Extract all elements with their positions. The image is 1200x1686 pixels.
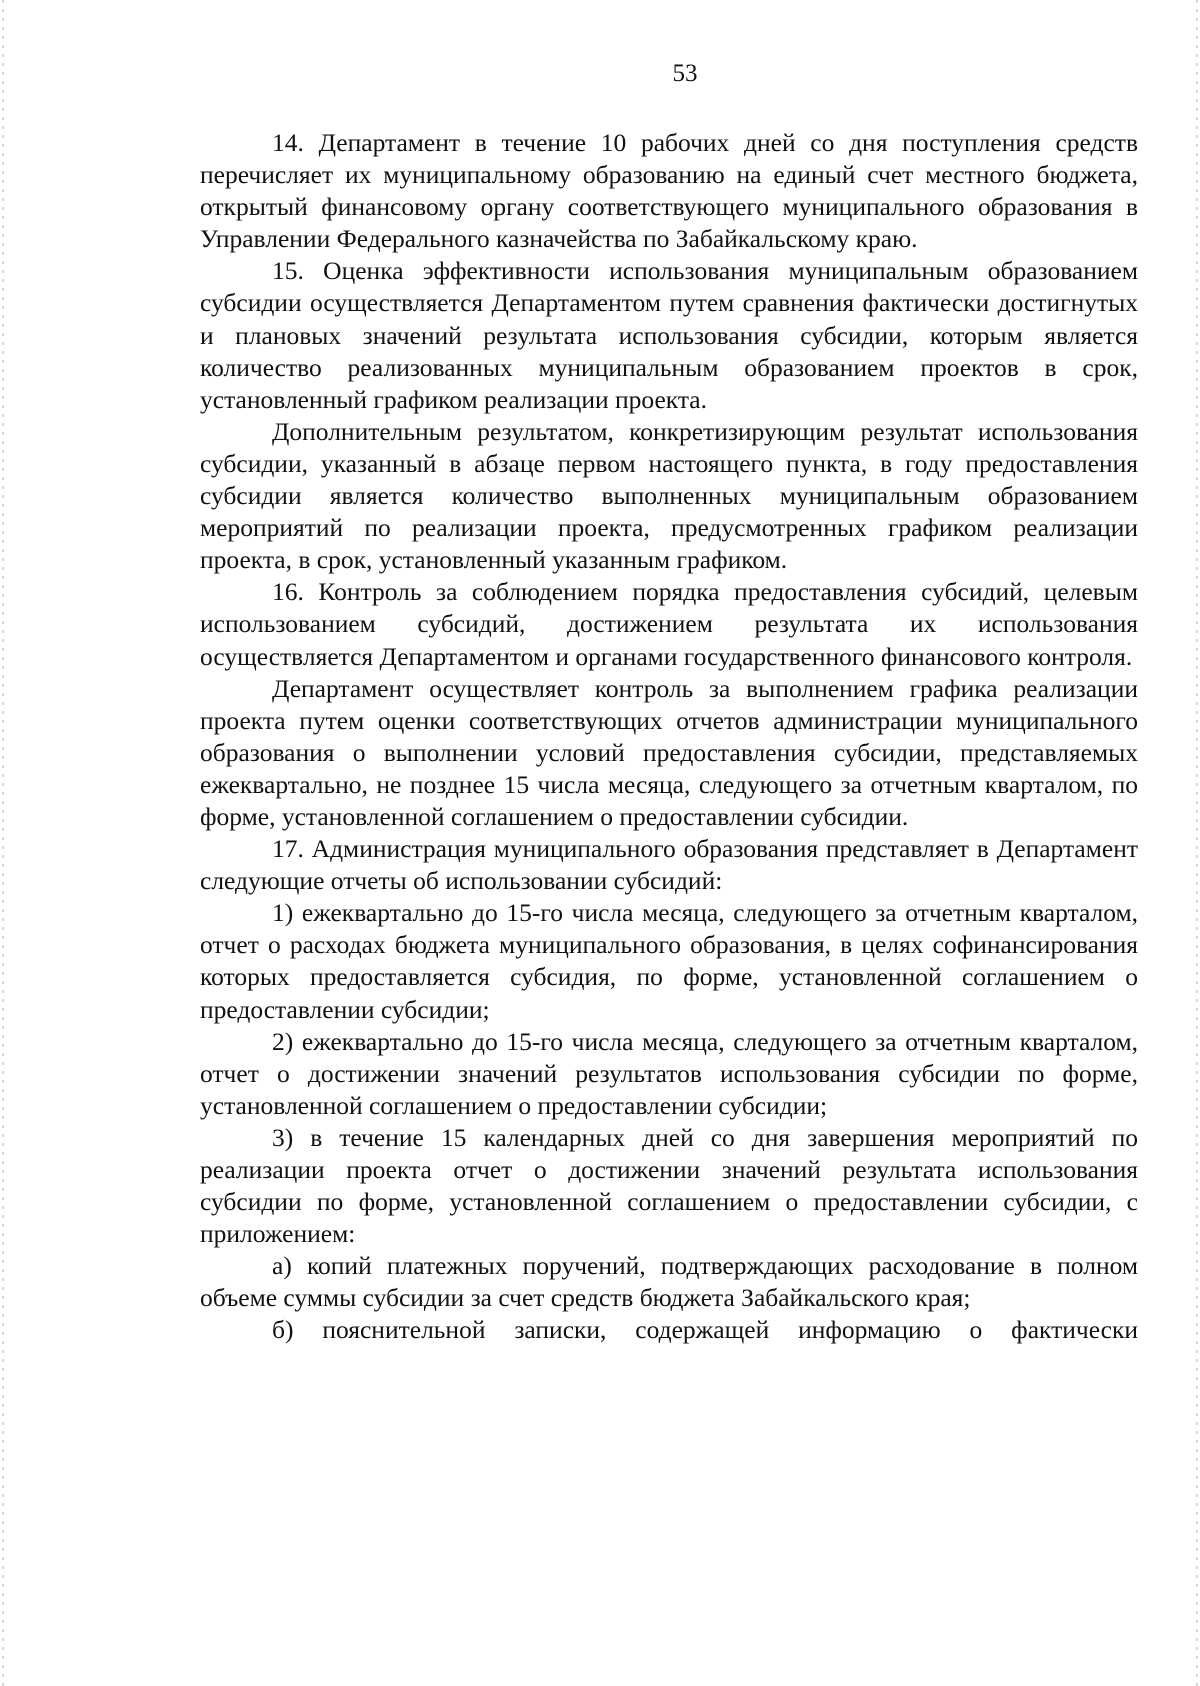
list-item-1: 1) ежеквартально до 15-го числа месяца, следующего за отчетным кварталом, отчет о расходах бюджета муниципального образования, в целях софинансирования которых предоставляется субсидия, по форме, установленной соглашением о предоставлении субсидии; xyxy=(200,898,1138,1024)
list-item-2: 2) ежеквартально до 15-го числа месяца, следующего за отчетным кварталом, отчет о достижении значений результатов использования субсидии по форме, установленной соглашением о предоставлении субсидии; xyxy=(200,1026,1138,1120)
page-number: 53 xyxy=(672,60,698,87)
scan-edge-right xyxy=(1196,0,1198,1686)
paragraph-15-additional: Дополнительным результатом, конкретизирующим результат использования субсидии, указанный в абзаце первом настоящего пункта, в году предоставления субсидии является количество выполненных муниципальным образованием мероприятий по реализации проекта, предусмотренных графиком реализации проекта, в срок, установленный указанным графиком. xyxy=(200,416,1138,575)
scan-edge-left xyxy=(2,0,4,1686)
paragraph-14: 14. Департамент в течение 10 рабочих дней со дня поступления средств перечисляет их муниципальному образованию на единый счет местного бюджета, открытый финансовому органу соответствующего муниципального образования в Управлении Федерального казначейства по Забайкальскому краю. xyxy=(200,128,1138,254)
list-item-3: 3) в течение 15 календарных дней со дня завершения мероприятий по реализации проекта отчет о достижении значений результата использования субсидии по форме, установленной соглашением о предоставлении субсидии, с приложением: xyxy=(200,1122,1138,1249)
sub-item-a: а) копий платежных поручений, подтверждающих расходование в полном объеме суммы субсидии за счет средств бюджета Забайкальского края; xyxy=(200,1251,1138,1313)
document-body xyxy=(200,127,1138,1347)
paragraph-17: 17. Администрация муниципального образования представляет в Департамент следующие отчеты об использовании субсидий: xyxy=(200,834,1138,896)
sub-item-b: б) пояснительной записки, содержащей информацию о фактически xyxy=(272,1315,1138,1345)
paragraph-16-control: Департамент осуществляет контроль за выполнением графика реализации проекта путем оценки соответствующих отчетов администрации муниципального образования о выполнении условий предоставления субсидии, представляемых ежеквартально, не позднее 15 числа месяца, следующего за отчетным кварталом, по форме, установленной соглашением о предоставлении субсидии. xyxy=(200,673,1138,831)
paragraph-16: 16. Контроль за соблюдением порядка предоставления субсидий, целевым использованием субсидий, достижением результата их использования осуществляется Департаментом и органами государственного финансового контроля. xyxy=(200,577,1138,671)
paragraph-15: 15. Оценка эффективности использования муниципальным образованием субсидии осуществляется Департаментом путем сравнения фактически достигнутых и плановых значений результата использования субсидии, которым является количество реализованных муниципальным образованием проектов в срок, установленный графиком реализации проекта. xyxy=(200,256,1138,414)
